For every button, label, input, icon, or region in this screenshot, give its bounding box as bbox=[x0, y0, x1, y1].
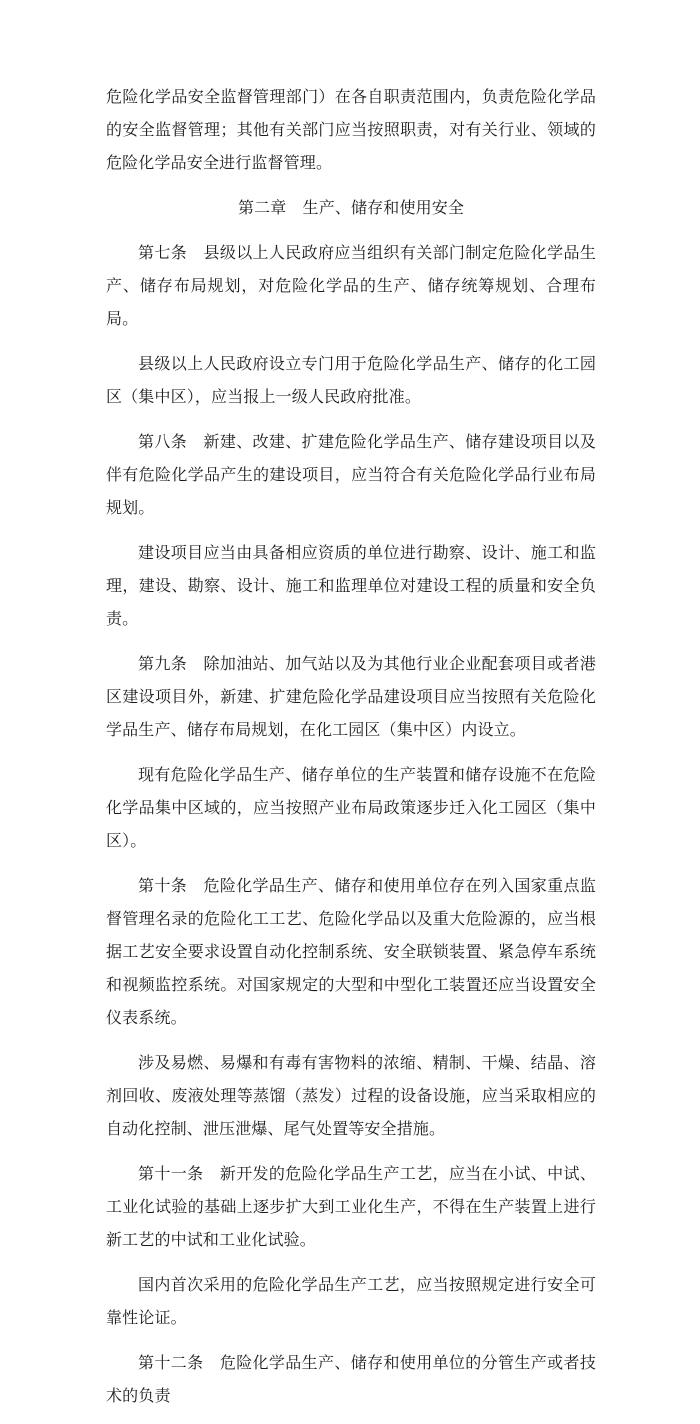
article-7-clause-2: 县级以上人民政府设立专门用于危险化学品生产、储存的化工园区（集中区），应当报上一级人民政府批准。 bbox=[106, 354, 596, 406]
article-8-clause-2: 建设项目应当由具备相应资质的单位进行勘察、设计、施工和监理，建设、勘察、设计、施工和监理单位对建设工程的质量和安全负责。 bbox=[106, 543, 596, 628]
document-page bbox=[106, 80, 596, 1424]
article-11-clause-2: 国内首次采用的危险化学品生产工艺，应当按照规定进行安全可靠性论证。 bbox=[106, 1275, 596, 1327]
article-10-clause-2: 涉及易燃、易爆和有毒有害物料的浓缩、精制、干燥、结晶、溶剂回收、废液处理等蒸馏（蒸发）过程的设备设施，应当采取相应的自动化控制、泄压泄爆、尾气处置等安全措施。 bbox=[106, 1053, 596, 1138]
article-11-paragraph: 第十一条 新开发的危险化学品生产工艺，应当在小试、中试、工业化试验的基础上逐步扩大到工业化生产，不得在生产装置上进行新工艺的中试和工业化试验。 bbox=[106, 1164, 596, 1249]
article-12-paragraph: 第十二条 危险化学品生产、储存和使用单位的分管生产或者技术的负责 bbox=[106, 1353, 596, 1405]
paragraph-continuation: 危险化学品安全监督管理部门）在各自职责范围内，负责危险化学品的安全监督管理；其他有关部门应当按照职责，对有关行业、领域的危险化学品安全进行监督管理。 bbox=[106, 87, 596, 172]
article-9-clause-2: 现有危险化学品生产、储存单位的生产装置和储存设施不在危险化学品集中区域的，应当按照产业布局政策逐步迁入化工园区（集中区）。 bbox=[106, 765, 596, 850]
article-9-paragraph: 第九条 除加油站、加气站以及为其他行业企业配套项目或者港区建设项目外，新建、扩建危险化学品建设项目应当按照有关危险化学品生产、储存布局规划，在化工园区（集中区）内设立。 bbox=[106, 654, 596, 739]
article-8-paragraph: 第八条 新建、改建、扩建危险化学品生产、储存建设项目以及伴有危险化学品产生的建设项目，应当符合有关危险化学品行业布局规划。 bbox=[106, 432, 596, 517]
article-10-paragraph: 第十条 危险化学品生产、储存和使用单位存在列入国家重点监督管理名录的危险化工工艺、危险化学品以及重大危险源的，应当根据工艺安全要求设置自动化控制系统、安全联锁装置、紧急停车系统和视频监控系统。对国家规定的大型和中型化工装置还应当设置安全仪表系统。 bbox=[106, 876, 596, 1027]
chapter-heading: 第二章 生产、储存和使用安全 bbox=[237, 198, 465, 217]
article-7-paragraph: 第七条 县级以上人民政府应当组织有关部门制定危险化学品生产、储存布局规划，对危险化学品的生产、储存统筹规划、合理布局。 bbox=[106, 243, 596, 328]
